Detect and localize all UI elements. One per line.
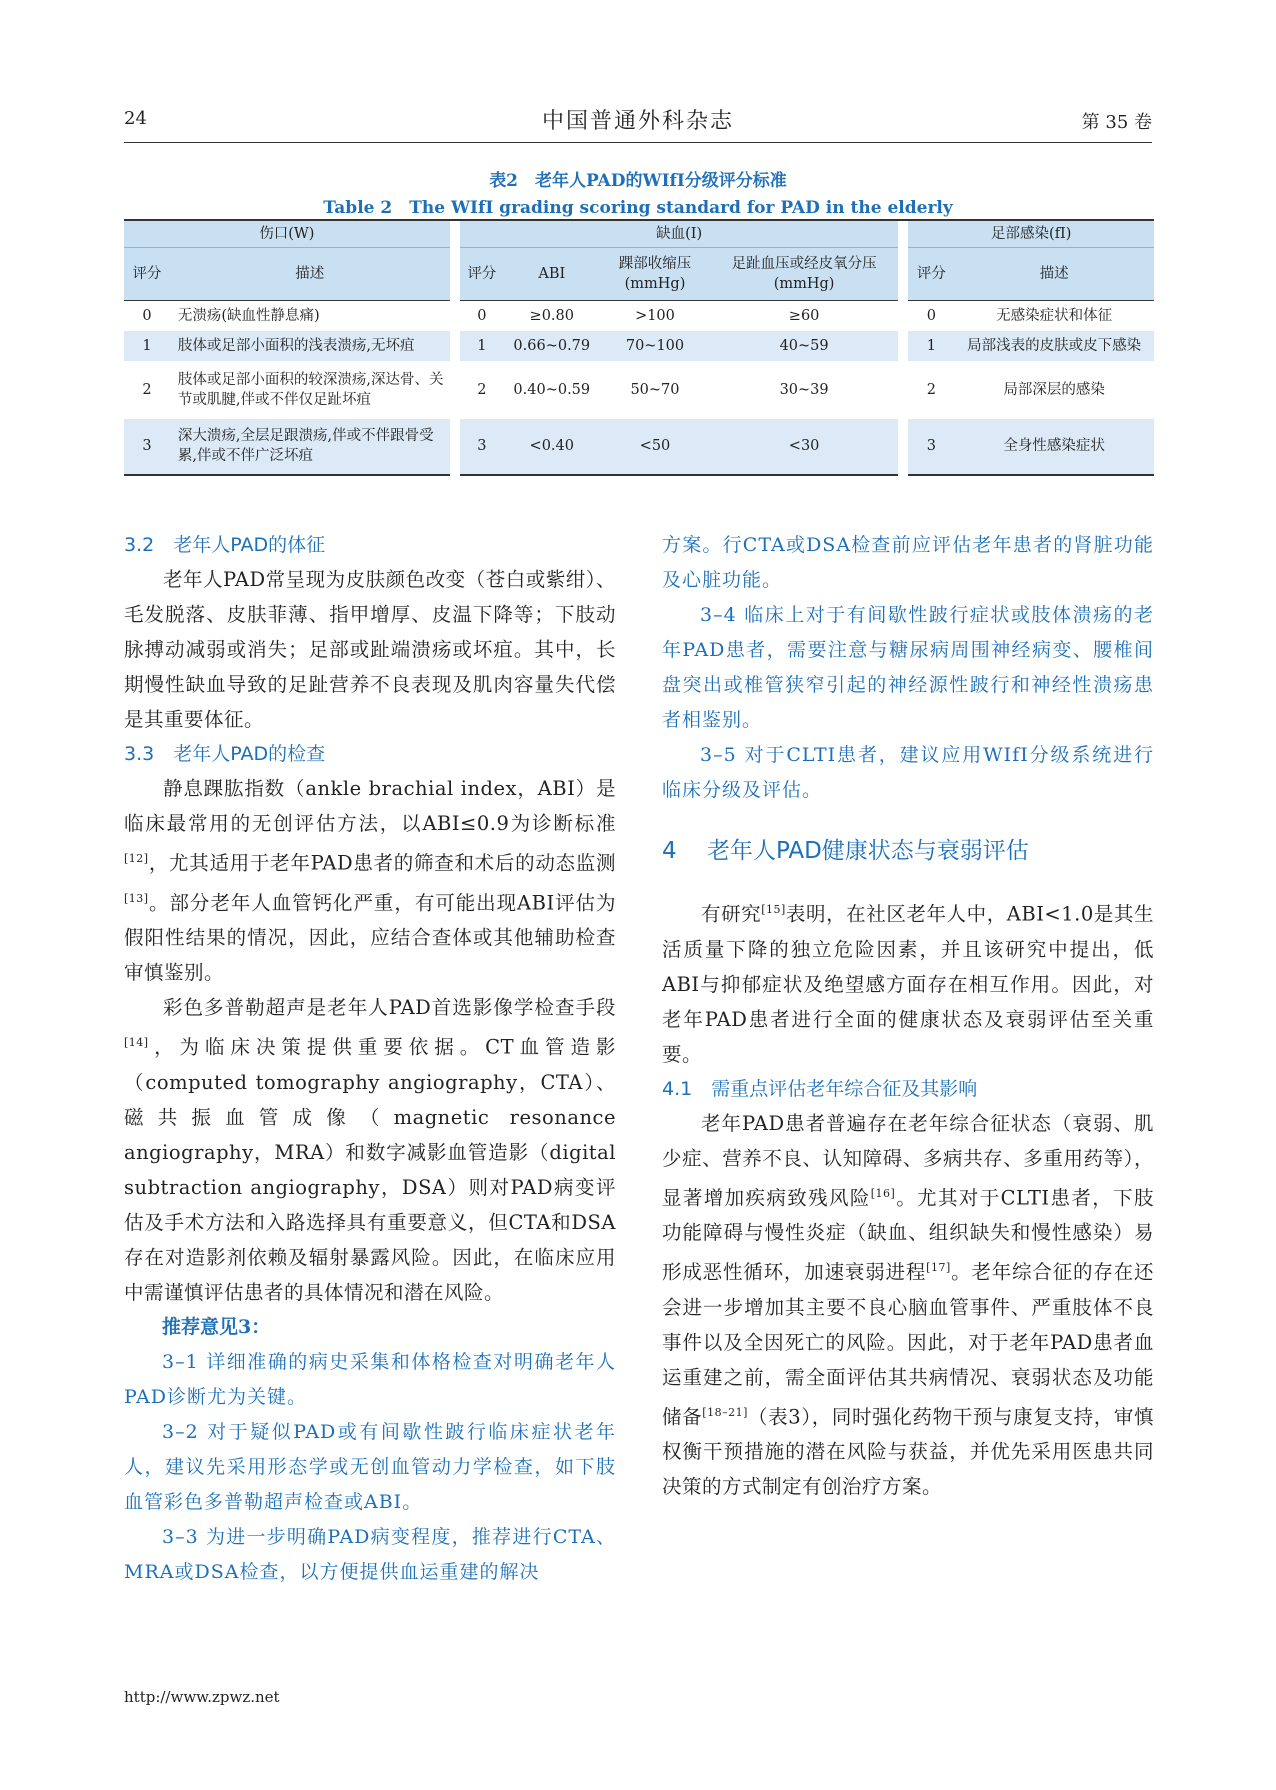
header-desc: 描述 [954, 248, 1154, 301]
text: ，为临床决策提供重要依据。CT血管造影（computed tomography angiography，CTA）、磁共振血管成像（magnetic resonance angiography，MRA）和数字减影血管造影（digital subtraction angiography，DSA）则对PAD病变评估及手术方法和入路选择具有重要意义，但CTA和DSA存在对造影剂依赖及辐射暴露风险。因此，在临床应用中需谨慎评估患者的具体情况和潜在风险。 [124, 1035, 616, 1304]
cell: 0 [142, 307, 152, 324]
section-4-1-title: 4.1 需重点评估老年综合征及其影响 [662, 1077, 978, 1100]
citation: [13] [124, 891, 149, 905]
header-score: 评分 [908, 248, 954, 301]
cell: 1 [460, 331, 504, 361]
section-3-2-title: 3.2 老年人PAD的体征 [124, 534, 326, 556]
cell: 1 [124, 331, 170, 361]
text: 有研究 [701, 902, 762, 926]
header-desc: 描述 [170, 248, 450, 301]
cell: 全身性感染症状 [954, 419, 1154, 475]
group-ischemia: 缺血(I) [460, 220, 898, 248]
table-row [124, 301, 1154, 331]
cell: 0.40~0.59 [513, 381, 591, 398]
header-score: 评分 [460, 248, 504, 301]
recommendation-3-3-cont: 方案。行CTA或DSA检查前应评估老年患者的肾脏功能及心脏功能。 [662, 534, 1154, 591]
left-column [124, 528, 616, 1590]
cell: ≥0.80 [529, 307, 574, 324]
citation: [15] [761, 903, 786, 916]
text: 静息踝肱指数（ankle brachial index，ABI）是临床最常用的无创评估方法，以ABI≤0.9为诊断标准 [124, 777, 616, 835]
text: 表明，在社区老年人中，ABI<1.0是其生活质量下降的独立危险因素，并且该研究中提出，低ABI与抑郁症状及绝望感方面存在相互作用。因此，对老年PAD患者进行全面的健康状态及衰弱评估至关重要。 [662, 902, 1154, 1066]
cell: >100 [635, 307, 675, 324]
text: 彩色多普勒超声是老年人PAD首选影像学检查手段 [163, 996, 616, 1019]
header-toe-unit: (mmHg) [773, 276, 835, 292]
citation: [17] [926, 1261, 951, 1274]
cell: 肢体或足部小面积的较深溃疡,深达骨、关节或肌腱,伴或不伴仅足趾坏疽 [177, 371, 444, 408]
header-abi: ABI [504, 248, 600, 301]
cell: <30 [710, 419, 898, 475]
table-row [124, 361, 1154, 419]
citation: [16] [870, 1186, 896, 1200]
section-3-3-title: 3.3 老年人PAD的检查 [124, 743, 326, 765]
journal-title: 中国普通外科杂志 [541, 109, 734, 134]
header-ankle-unit: (mmHg) [624, 276, 686, 292]
cell: 30~39 [779, 381, 829, 398]
header-toe-label: 足趾血压或经皮氧分压 [731, 256, 877, 272]
cell: 70~100 [600, 331, 710, 361]
cell: 3 [124, 419, 170, 475]
cell: 0 [926, 307, 937, 324]
cell: 1 [908, 331, 954, 361]
text: 。老年综合征的存在还会进一步增加其主要不良心脑血管事件、严重肢体不良事件以及全因死亡的风险。因此，对于老年PAD患者血运重建之前，需全面评估其共病情况、衰弱状态及功能储备 [662, 1260, 1154, 1428]
citation: [14] [124, 1036, 149, 1049]
header-ankle-label: 踝部收缩压 [618, 256, 692, 272]
section-4-1-paragraph [662, 1106, 1154, 1505]
table-row [124, 331, 1154, 361]
table-row [124, 419, 1154, 475]
recommendation-3-2: 3–2 对于疑似PAD或有间歇性跛行临床症状老年人，建议先采用形态学或无创血管动力学检查，如下肢血管彩色多普勒超声检查或ABI。 [124, 1420, 616, 1513]
table-caption-zh: 表2 老年人PAD的WIfI分级评分标准 [489, 171, 787, 191]
citation: [18–21] [702, 1405, 748, 1419]
text: ，尤其适用于老年PAD患者的筛查和术后的动态监测 [148, 851, 616, 875]
recommendation-3-3: 3–3 为进一步明确PAD病变程度，推荐进行CTA、MRA或DSA检查，以方便提供血运重建的解决 [124, 1525, 616, 1583]
citation: [12] [124, 852, 149, 865]
cell: ≥60 [788, 307, 820, 324]
header-score: 评分 [124, 248, 170, 301]
cell: 3 [460, 419, 504, 475]
cell: 0.66~0.79 [504, 331, 600, 361]
cell: <50 [600, 419, 710, 475]
cell: 局部浅表的皮肤或皮下感染 [954, 331, 1154, 361]
section-4-paragraph [662, 892, 1154, 1072]
cell: 肢体或足部小面积的浅表溃疡,无坏疽 [170, 331, 450, 361]
cell: 40~59 [710, 331, 898, 361]
cell: 2 [142, 381, 152, 398]
header-toe [710, 248, 898, 301]
text: 。部分老年人血管钙化严重，有可能出现ABI评估为假阳性结果的情况，因此，应结合查体或其他辅助检查审慎鉴别。 [124, 891, 616, 984]
section-3-3-paragraph-2 [124, 990, 616, 1310]
cell: 2 [926, 381, 937, 398]
wifi-table [124, 219, 1154, 476]
cell: 无感染症状和体征 [996, 307, 1113, 324]
table-caption-en: Table 2 The WIfI grading scoring standard for PAD in the elderly [323, 198, 953, 218]
group-wound: 伤口(W) [124, 220, 450, 248]
cell: 50~70 [630, 381, 680, 398]
cell: 深大溃疡,全层足跟溃疡,伴或不伴跟骨受累,伴或不伴广泛坏疽 [170, 419, 450, 475]
section-3-2-paragraph: 老年人PAD常呈现为皮肤颜色改变（苍白或紫绀）、毛发脱落、皮肤菲薄、指甲增厚、皮温下降等；下肢动脉搏动减弱或消失；足部或趾端溃疡或坏疽。其中，长期慢性缺血导致的足趾营养不良表现及肌肉容量失代偿是其重要体征。 [124, 568, 616, 731]
cell: 局部深层的感染 [1003, 381, 1105, 398]
right-column [662, 528, 1154, 1504]
recommendation-3-5: 3–5 对于CLTI患者，建议应用WIfI分级系统进行临床分级及评估。 [662, 744, 1154, 801]
cell: 0 [477, 307, 487, 324]
cell: 无溃疡(缺血性静息痛) [177, 307, 320, 324]
cell: <0.40 [504, 419, 600, 475]
section-3-3-paragraph-1 [124, 771, 616, 990]
recommendation-3-4: 3–4 临床上对于有间歇性跛行症状或肢体溃疡的老年PAD患者，需要注意与糖尿病周围神经病变、腰椎间盘突出或椎管狭窄引起的神经源性跛行和神经性溃疡患者相鉴别。 [662, 604, 1154, 731]
volume-label: 第 35 卷 [1081, 112, 1152, 133]
running-header [124, 108, 1152, 143]
cell: 2 [477, 381, 487, 398]
recommendation-3-1: 3–1 详细准确的病史采集和体格检查对明确老年人PAD诊断尤为关键。 [124, 1350, 616, 1408]
footer-url[interactable]: http://www.zpwz.net [124, 1688, 280, 1706]
page-number: 24 [124, 108, 147, 129]
recommendation-title: 推荐意见3： [162, 1315, 271, 1338]
section-4-title: 4 老年人PAD健康状态与衰弱评估 [662, 838, 1029, 864]
group-infection: 足部感染(fI) [908, 220, 1154, 248]
header-ankle [600, 248, 710, 301]
text: 。尤其对于CLTI患者，下肢功能障碍与慢性炎症（缺血、组织缺失和慢性感染）易形成恶性循环，加速衰弱进程 [662, 1186, 1154, 1284]
text: （表3），同时强化药物干预与康复支持，审慎权衡干预措施的潜在风险与获益，并优先采用医患共同决策的方式制定有创治疗方案。 [662, 1405, 1154, 1498]
cell: 3 [908, 419, 954, 475]
text: 老年PAD患者普遍存在老年综合征状态（衰弱、肌少症、营养不良、认知障碍、多病共存、多重用药等），显著增加疾病致残风险 [662, 1111, 1154, 1209]
